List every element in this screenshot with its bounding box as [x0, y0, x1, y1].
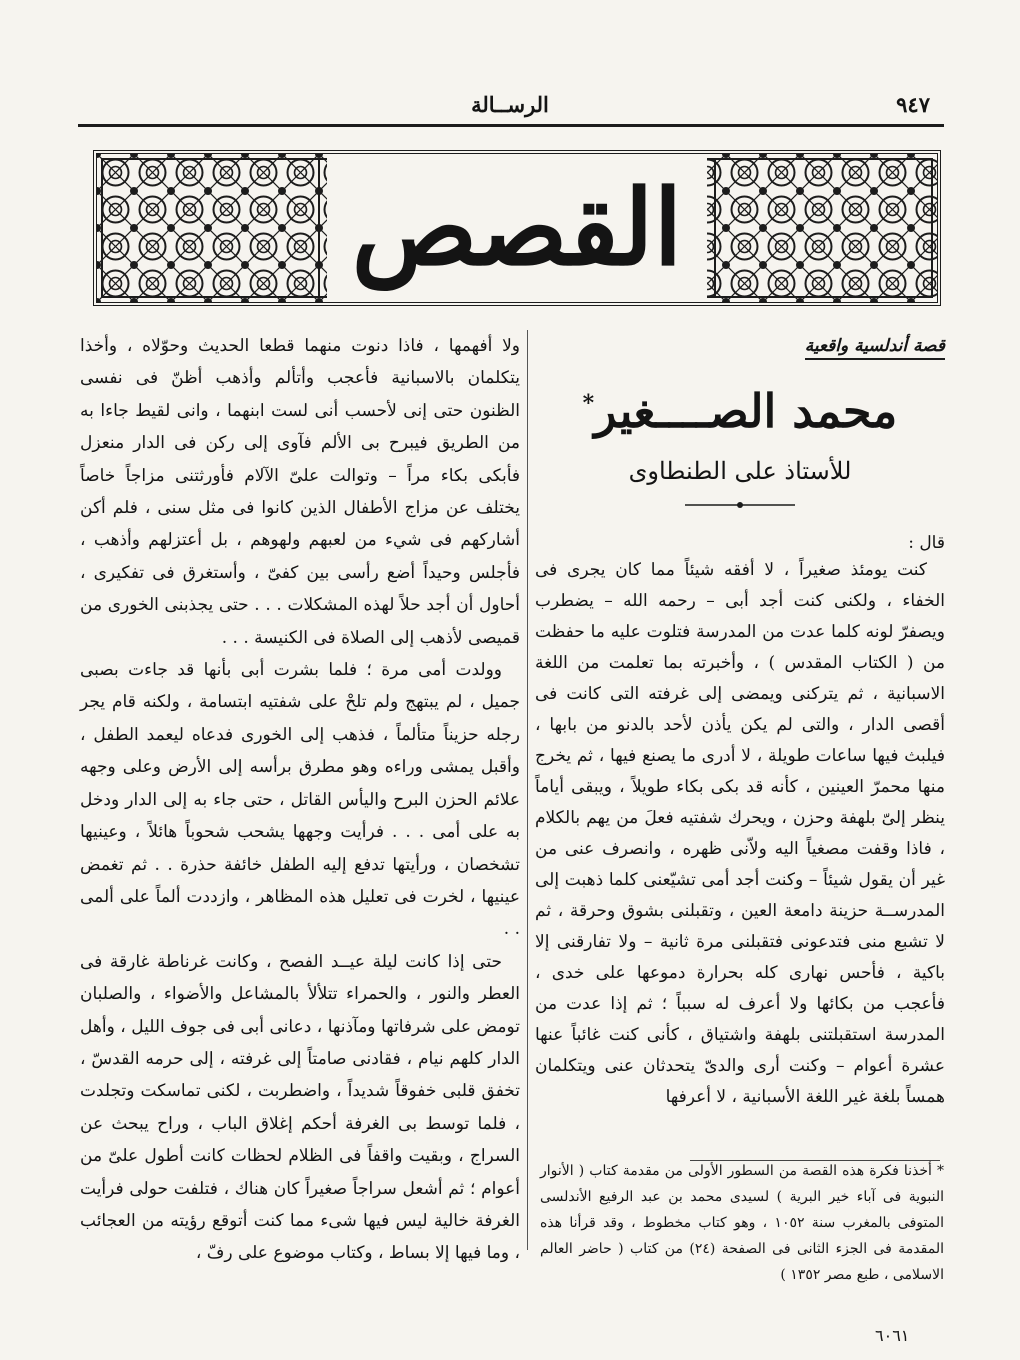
- story-title: [535, 386, 945, 437]
- bottom-code: ٦٠٦١: [875, 1326, 910, 1345]
- title-ornament: [535, 497, 945, 511]
- title-footnote-mark: *: [582, 390, 595, 417]
- left-paragraph-2: وولدت أمى مرة ؛ فلما بشرت أبى بأنها قد جاءت بصبى جميل ، لم يبتهج ولم تلحْ على شفتيه ابتسامة ، ولكنه قام يجر رجله حزيناً متألماً ، فذهب إلى الخورى فدعاه ليعمد الطفل ، وأقبل يمشى وراءه وهو مطرق برأسه إلى الأرض وعلى وجهه علائم الحزن البرح واليأس القاتل ، حتى جاء به إلى الدار ودخل به على أمى . . . فرأيت وجهها يشحب شحوباً هائلاً ، وعينيها تشخصان ، ورأيتها تدفع إليه الطفل خائفة حذرة . . ثم تغمض عينيها ، لخرت فى تعليل هذه المظاهر ، وازددت ألماً على ألمى . .: [80, 660, 520, 940]
- left-paragraph-1: ولا أفهمها ، فاذا دنوت منهما قطعا الحديث وحوّلاه ، وأخذا يتكلمان بالاسبانية فأعجب وأتألم وأذهب أظنّ فى نفسى الظنون حتى إنى لأحسب أنى لست ابنهما ، وانى لقيط جاءا به من الطريق فيبرح بى الألم فآوى إلى ركن فى الدار منعزل فأبكى بكاء مراً – وتوالت علىّ الآلام فأورثتنى مزاجاً خاصاً يختلف عن مزاج الأطفال الذين كانوا فى مثل سنى ، فلم أكن أشاركهم فى شيء من لعبهم ولهوهم ، بل أعتزلهم وأذهب ، فأجلس وحيداً أضع رأسى بين كفىّ ، وأستغرق فى تفكيرى ، أحاول أن أجد حلاً لهذه المشكلات . . . حتى يجذبنى الخورى من قميصى لأذهب إلى الصلاة فى الكنيسة . . .: [80, 336, 520, 648]
- story-title-text: محمد الصــــغير: [594, 384, 898, 438]
- header-rule: [78, 124, 944, 127]
- page-number: ٩٤٧: [896, 92, 930, 117]
- section-banner: [93, 150, 941, 306]
- banner-title: [327, 154, 707, 302]
- column-divider: [527, 330, 528, 1250]
- left-paragraph-3: حتى إذا كانت ليلة عيــد الفصح ، وكانت غرناطة غارقة فى العطر والنور ، والحمراء تتلألأ بالمشاعل والأضواء ، والصلبان تومض على شرفاتها ومآذنها ، دعانى أبى فى جوف الليل ، وأهل الدار كلهم نيام ، فقادنى صامتاً إلى غرفته ، إلى حرمه القدسّ ، تخفق قلبى خفوقاً شديداً ، واضطربت ، لكنى تماسكت وتجلدت ، فلما توسط بى الغرفة أحكم إغلاق الباب ، وراح يبحث عن السراج ، وبقيت واقفاً فى الظلام لحظات كانت أطول علىّ من أعوام ؛ ثم أشعل سراجاً صغيراً كان هناك ، فتلفت حولى فرأيت الغرفة خالية ليس فيها شىء مما كنت أتوقع رؤيته من العجائب ، وما فيها إلا بساط ، وكتاب موضوع على رفّ ،: [80, 951, 520, 1264]
- left-column: [80, 330, 520, 1264]
- footnote: * أخذنا فكرة هذه القصة من السطور الأولى من مقدمة كتاب ( الأنوار النبوية فى آباء خير البرية ) لسيدى محمد بن عبد الرفيع الأندلسى المتوفى بالمغرب سنة ١٠٥٢ ، وهو كتاب مخطوط ، وقد قرأنا هذه المقدمة فى الجزء الثانى فى الصفحة (٢٤) من كتاب ( حاضر العالم الاسلامى ، طبع مصر ١٣٥٢ ): [540, 1163, 945, 1283]
- said-line: قال :: [908, 532, 945, 553]
- journal-name: الرســالة: [471, 92, 549, 117]
- section-label: قصة أندلسية واقعية: [805, 336, 945, 360]
- banner-title-text: القصص: [351, 166, 683, 289]
- author-name: للأستاذ على الطنطاوى: [628, 456, 852, 485]
- right-paragraph-1: كنت يومئذ صغيراً ، لا أفقه شيئاً مما كان يجرى فى الخفاء ، ولكنى كنت أجد أبى – رحمه الله – يضطرب ويصفرّ لونه كلما عدت من المدرسة فتلوت عليه ما حفظت من ( الكتاب المقدس ) ، وأخبرته بما تعلمت من اللغة الاسبانية ، ثم يتركنى ويمضى إلى غرفته التى كانت فى أقصى الدار ، والتى لم يكن يأذن لأحد بالدنو من بابها ، فيلبث فيها ساعات طويلة ، لا أدرى ما يصنع فيها ، ثم يخرج منها محمرّ العينين ، كأنه قد بكى بكاء طويلاً ، ويبقى أياماً ينظر إلىّ بلهفة وحزن ، ويحرك شفتيه فعلَ من يهم بالكلام ، فاذا وقفت مصغياً اليه ولاّنى ظهره ، وانصرف عنى من غير أن يقول شيئاً – وكنت أجد أمى تشيّعنى كلما ذهبت إلى المدرســة حزينة دامعة العين ، وتقبلنى بشوق وحرقة ، ثم لا تشبع منى فتدعونى فتقبلنى مرة ثانية – ولا تفارقنى إلا باكية ، فأحس نهارى كله بحرارة دموعها على خدى ، فأعجب من بكائها ولا أعرف له سبباً ؛ ثم إذا عدت من المدرسة استقبلتنى بلهفة واشتياق ، كأنى كنت غائباً عنها عشرة أعوام – وكنت أرى والدىّ يتحدثان عنى ويتكلمان همساً بلغة غير اللغة الأسبانية ، لا أعرفها: [535, 559, 945, 1107]
- ornamental-rule-icon: [685, 498, 795, 512]
- right-column: [535, 330, 945, 1110]
- running-header: [80, 92, 940, 122]
